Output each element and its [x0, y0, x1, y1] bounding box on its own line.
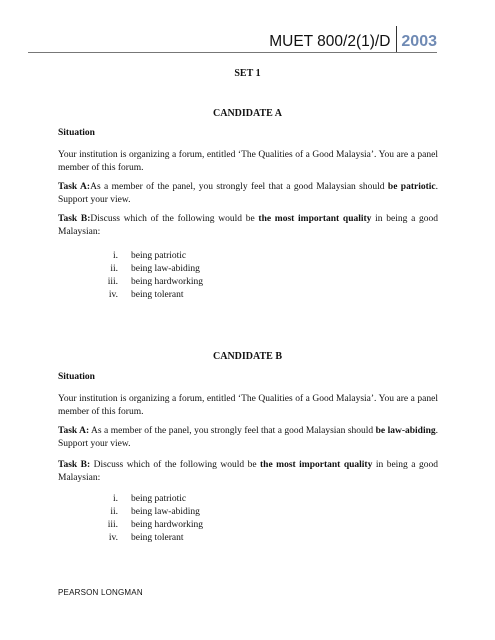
candidate-b-task-a	[58, 425, 438, 450]
list-item	[100, 250, 203, 263]
list-item-text: being patriotic	[131, 494, 187, 504]
list-item-text: being law-abiding	[131, 507, 200, 517]
candidate-b-options	[100, 493, 203, 545]
candidate-a-title: CANDIDATE A	[213, 108, 282, 119]
task-b-emphasis: the most important quality	[260, 460, 373, 470]
task-b-text: Discuss which of the following would be	[90, 460, 261, 470]
list-item-number: iv.	[108, 290, 118, 300]
publisher-footer: PEARSON LONGMAN	[58, 588, 143, 597]
task-b-emphasis: the most important quality	[258, 214, 372, 224]
header-divider	[396, 26, 397, 52]
list-item-text: being tolerant	[131, 533, 184, 543]
task-a-emphasis: be law-abiding	[375, 426, 436, 436]
list-item-number: iv.	[108, 533, 118, 543]
candidate-b-situation-label: Situation	[58, 372, 95, 382]
list-item	[100, 506, 203, 519]
list-item	[100, 263, 203, 276]
task-b-label: Task B:	[58, 460, 91, 470]
task-a-text-end: . Support your view.	[58, 182, 438, 205]
header-rule	[28, 52, 437, 53]
candidate-a-options	[100, 250, 203, 302]
list-item-number: i.	[112, 494, 118, 504]
list-item-text: being law-abiding	[131, 264, 200, 274]
list-item	[100, 289, 203, 302]
candidate-a-task-b	[58, 213, 438, 238]
list-item-number: ii.	[110, 264, 118, 274]
list-item-number: i.	[112, 251, 118, 261]
candidate-a-situation-label: Situation	[58, 128, 95, 138]
task-a-label: Task A:	[58, 182, 91, 192]
task-a-text: As a member of the panel, you strongly feel that a good Malaysian should	[90, 182, 388, 192]
task-a-emphasis: be patriotic	[387, 182, 436, 192]
task-a-text-end: . Support your view.	[58, 426, 438, 449]
task-a-label: Task A:	[58, 426, 90, 436]
list-item	[100, 532, 203, 545]
task-a-text: As a member of the panel, you strongly feel that a good Malaysian should	[89, 426, 376, 436]
candidate-a-task-a	[58, 181, 438, 206]
candidate-b-situation-text: Your institution is organizing a forum, entitled ‘The Qualities of a Good Malaysia’. You are a panel member of this forum.	[58, 394, 438, 417]
list-item-text: being hardworking	[131, 277, 204, 287]
paper-year: 2003	[401, 33, 437, 50]
paper-code: MUET 800/2(1)/D	[269, 33, 391, 50]
task-b-text: Discuss which of the following would be	[90, 214, 259, 224]
list-item	[100, 276, 203, 289]
candidate-b-task-b	[58, 459, 438, 484]
list-item-number: iii.	[107, 277, 118, 287]
list-item-text: being tolerant	[131, 290, 184, 300]
list-item	[100, 493, 203, 506]
task-b-text-end: in being a good Malaysian:	[58, 460, 438, 483]
list-item-number: ii.	[110, 507, 118, 517]
task-b-label: Task B:	[58, 214, 91, 224]
candidate-b-title: CANDIDATE B	[213, 351, 282, 362]
list-item	[100, 519, 203, 532]
list-item-number: iii.	[107, 520, 118, 530]
set-title: SET 1	[234, 68, 261, 79]
candidate-a-situation-text: Your institution is organizing a forum, entitled ‘The Qualities of a Good Malaysia’. You are a panel member of this forum.	[58, 150, 438, 173]
list-item-text: being patriotic	[131, 251, 187, 261]
page-header	[269, 22, 437, 52]
task-b-text-end: in being a good Malaysian:	[58, 214, 439, 237]
list-item-text: being hardworking	[131, 520, 204, 530]
